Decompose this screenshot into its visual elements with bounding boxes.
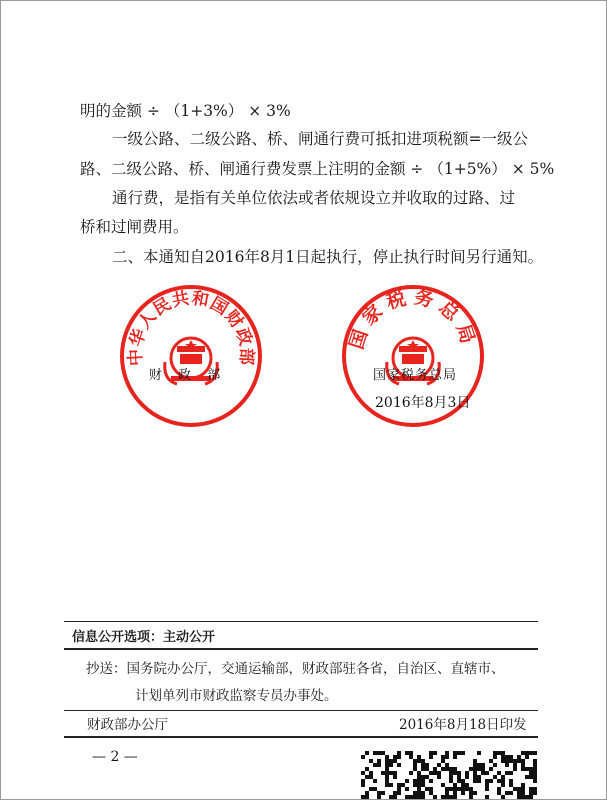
disclosure-value: 主动公开 xyxy=(163,630,216,645)
footer-bottom-rule xyxy=(64,736,538,738)
cc-line-1 xyxy=(86,657,505,677)
document-barcode xyxy=(361,751,541,799)
cc-recipients-1: 国务院办公厅，交通运输部，财政部驻各省，自治区、直辖市、 xyxy=(126,661,505,677)
left-signer-name: 财 政 部 xyxy=(149,368,227,383)
body-line-6: 二、本通知自2016年8月1日起执行，停止执行时间另行通知。 xyxy=(112,248,544,266)
signing-date: 2016年8月3日 xyxy=(375,395,471,411)
right-signer-name: 国家税务总局 xyxy=(373,368,458,383)
cc-line-2: 计划单列市财政监察专员办事处。 xyxy=(135,688,338,704)
body-line-3: 路、二级公路、桥、闸通行费发票上注明的金额 ÷ （1+5%） × 5% xyxy=(80,160,555,178)
ministry-of-finance-seal xyxy=(119,284,263,428)
body-line-1: 明的金额 ÷ （1+3%） × 3% xyxy=(80,102,291,120)
cc-rule xyxy=(64,710,538,711)
body-line-4: 通行费，是指有关单位依法或者依规设立并收取的过路、过 xyxy=(112,189,516,207)
body-line-5: 桥和过闸费用。 xyxy=(80,218,189,236)
disclosure-rule xyxy=(64,648,538,650)
disclosure-label: 信息公开选项： xyxy=(72,630,164,645)
issue-date: 2016年8月18日印发 xyxy=(399,717,527,733)
page-number: — 2 — xyxy=(92,749,138,765)
svg-text:国家税务总局: 国家税务总局 xyxy=(345,285,481,352)
disclosure-option xyxy=(72,626,215,645)
svg-text:中华人民共和国财政部: 中华人民共和国财政部 xyxy=(125,288,257,367)
cc-label: 抄送： xyxy=(86,661,127,677)
body-line-2: 一级公路、二级公路、桥、闸通行费可抵扣进项税额=一级公 xyxy=(112,130,528,148)
footer-top-rule xyxy=(64,621,538,622)
issuing-office: 财政部办公厅 xyxy=(87,717,168,733)
